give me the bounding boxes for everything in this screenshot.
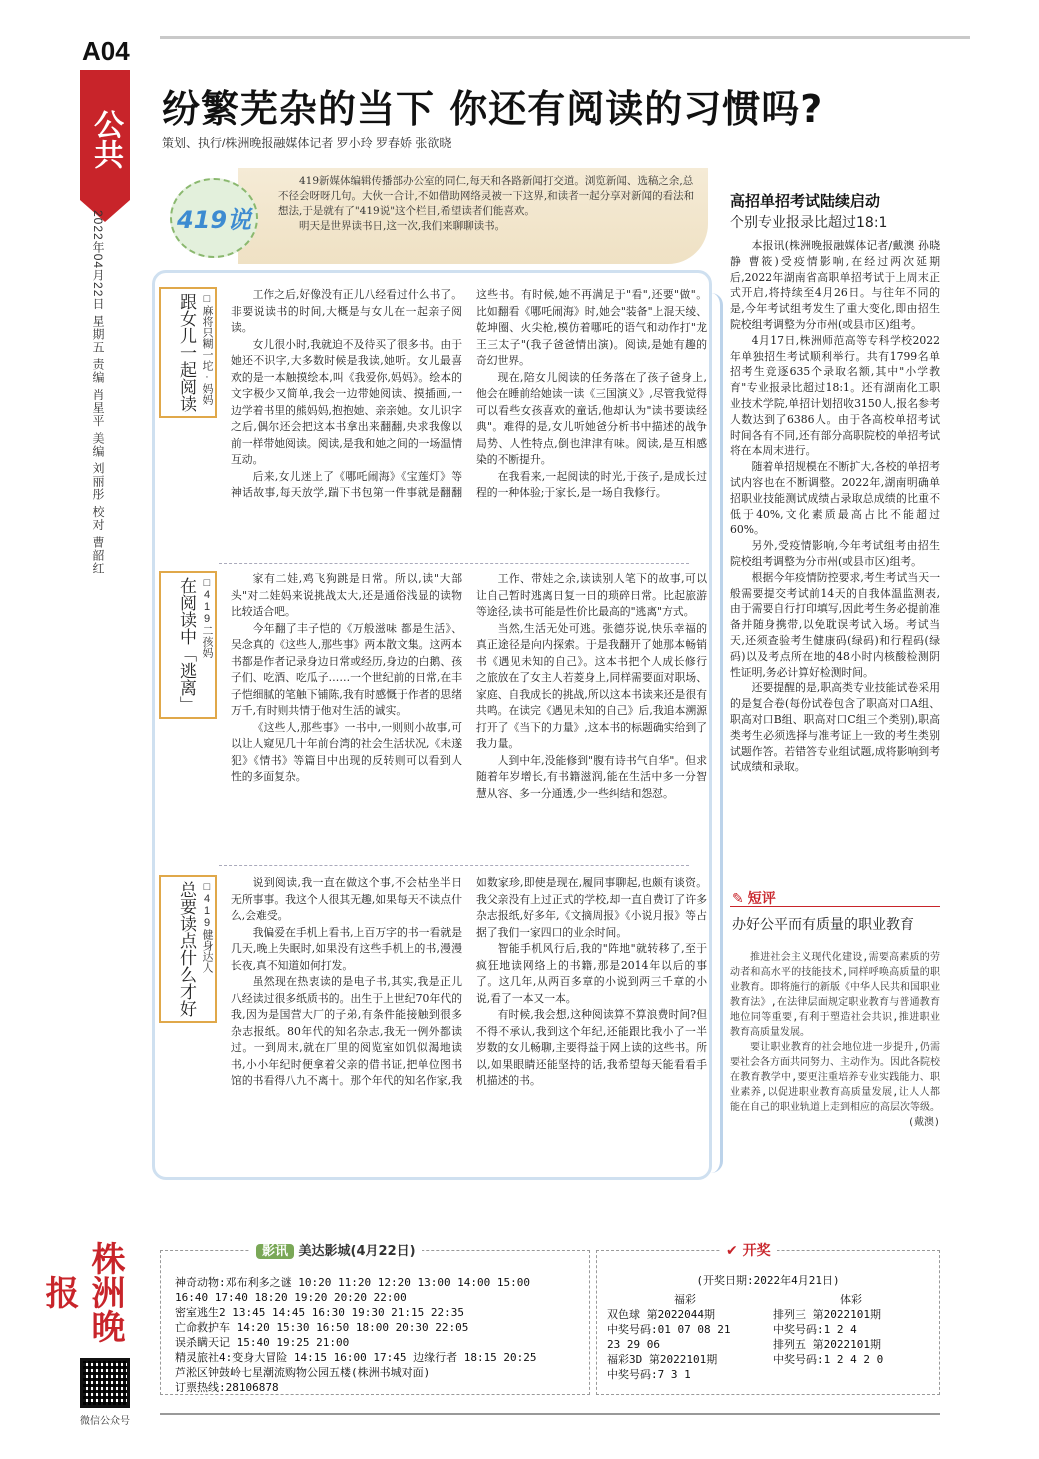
lottery-title: 开奖 xyxy=(742,1243,771,1259)
news-paragraph: 4月17日,株洲师范高等专科学校2022年单独招生考试顺利举行。共有1799名单招考生竞逐635个录取名额,其中"小学教育"专业报录比超过18:1。还有湖南化工职业技术学院,单招计划招收3150人,报名参考人数达到了6386人。由于各高校单招考试时间各有不同,还有部分高职院校的单招考试将在本周末进行。 xyxy=(730,333,940,458)
intro-band xyxy=(238,168,708,264)
comment-rule xyxy=(730,906,940,907)
essay-body xyxy=(231,571,707,841)
essay-paragraph: 家有二娃,鸡飞狗跳是日常。所以,读"大部头"对二娃妈来说挑战太大,还是通俗浅显的读物比较适合吧。 xyxy=(231,572,462,618)
lottery-box xyxy=(596,1250,940,1395)
cinema-title: 美达影城(4月22日) xyxy=(298,1244,416,1259)
lottery-line: 中奖号码:7 3 1 xyxy=(607,1368,691,1381)
intro-paragraph: 明天是世界读书日,这一次,我们来聊聊读书。 xyxy=(299,220,506,232)
news-subtitle: 个别专业报录比超过18:1 xyxy=(730,215,888,231)
bottom-rule xyxy=(160,1413,940,1415)
essay-title-box xyxy=(159,571,217,719)
cinema-line: 芦淞区钟鼓岭七星潮流购物公园五楼(株洲书城对面) xyxy=(175,1366,431,1379)
cinema-line: 误杀瞒天记 15:40 19:25 21:00 xyxy=(175,1336,350,1349)
essay-body xyxy=(231,875,707,1160)
news-paragraph: 还要提醒的是,职高类专业技能试卷采用的是复合卷(每份试卷包含了职高对口A组、职高对口B组、职高对口C组三个类别),职高类考生必须选择与准考证上一致的考生类别试题作答。若错答专业组试题,成将影响到考试成绩和录取。 xyxy=(730,681,940,774)
lottery-header xyxy=(720,1240,777,1260)
comment-signature: (戴澳) xyxy=(907,1117,940,1128)
lottery-line: 中奖号码:01 07 08 21 xyxy=(607,1323,731,1336)
news-paragraph: 另外,受疫情影响,今年考试组考由招生院校组考调整为分市州(或县市区)组考。 xyxy=(730,539,940,568)
cinema-line: 订票热线:28106878 xyxy=(175,1381,279,1394)
essay-section xyxy=(165,875,705,1165)
essay-author: □419健身达人 xyxy=(201,881,213,973)
lottery-col-head: 体彩 xyxy=(840,1293,862,1306)
news-paragraph: 本报讯(株洲晚报融媒体记者/戴澳 孙晓静 曹筱)受疫情影响,在经过两次延期后,2022年湖南省高职单招考试于上周末正式开启,将持续至4月26日。与往年不同的是,今年考试组考发生了重大变化,即由招生院校组考调整为分市州(或县市区)组考。 xyxy=(730,239,940,331)
column-badge: 419说 xyxy=(170,178,258,258)
newspaper-logo: 株洲晚报 xyxy=(39,1241,125,1343)
cinema-line: 16:40 17:40 18:20 19:20 20:20 22:00 xyxy=(175,1291,407,1304)
lottery-col xyxy=(607,1307,763,1382)
essay-title-box xyxy=(159,875,217,1023)
essay-title: 总要读点什么才好 xyxy=(176,881,196,1017)
lottery-line: 23 29 06 xyxy=(607,1338,660,1351)
essay-paragraph: 女儿很小时,我就迫不及待买了很多书。由于她还不识字,大多数时候是我读,她听。女儿最喜欢的是一本触摸绘本,叫《我爱你,妈妈》。绘本的文字极少又简单,我会一边带她阅读、摸插画,一边学着书里的熊妈妈,抱抱她、亲亲她。女儿识字之后,偶尔还会把这本书拿出来翻翻,央求我像以前一样带她阅读。阅读,是我和她之间的一场温情互动。 xyxy=(231,337,462,466)
comment-paragraph: 推进社会主义现代化建设,需要高素质的劳动者和高水平的技能技术,同样呼唤高质量的职业教育。即将施行的新版《中华人民共和国职业教育法》,在法律层面规定职业教育与普通教育地位同等重要,有利于塑造社会共识,推进职业教育高质量发展。 xyxy=(730,952,940,1038)
lottery-line: 福彩3D 第2022101期 xyxy=(607,1353,718,1366)
comment-body xyxy=(730,950,940,1200)
essay-section xyxy=(165,571,705,851)
essay-paragraph: 工作之后,好像没有正儿八经看过什么书了。非要说读书的时间,大概是与女儿在一起亲子阅读。 xyxy=(231,288,462,334)
essay-paragraph: 虽然现在热衷读的是电子书,其实,我是正儿八经读过很多纸质书的。出生于上世纪70年代的我,因为是国营大厂的子弟,有条件能接触到很多杂志报纸。80年代的知名杂志,我无一例外都读过。一到周末,就在厂里的阅览室如饥似渴地读书,小小年纪时便拿着父亲的借书证,把单位图书馆的书看得八九不离十。那个年代的知名作家,我如数家珍,即使是现在,履同事聊起,也颇有谈资。我父亲没有上过正式的学校,却一直自费订了许多杂志报纸,好多年,《文摘周报》《小说月报》等占据了我们一家四口的业余时间。 xyxy=(231,876,707,1087)
essay-title: 在阅读中「逃离」 xyxy=(176,577,196,713)
essay-paragraph: 智能手机风行后,我的"阵地"就转移了,至于疯狂地读网络上的书籍,那是2014年以后的事了。这几年,从两百多章的小说到两三千章的小说,看了一本又一本。 xyxy=(476,942,707,1005)
check-icon: ✔ xyxy=(726,1243,738,1259)
cinema-line: 密室逃生2 13:45 14:45 16:30 19:30 21:15 22:35 xyxy=(175,1306,465,1319)
essay-paragraph: 今年翻了丰子恺的《万般滋味 都是生活》、吴念真的《这些人,那些事》两本散文集。这两本书都是作者记录身边日常或经历,身边的白鹅、孩子们、吃酒、吃瓜子……一个世纪前的日常,在丰子恺细腻的笔触下铺陈,我有时感慨于作者的思绪万千,有时则共情于他对生活的诚实。 xyxy=(231,621,462,717)
section-divider xyxy=(219,563,689,564)
essay-section xyxy=(165,287,705,547)
essay-author: □麻将只糊一坨·妈妈 xyxy=(201,293,213,405)
essay-paragraph: 《这些人,那些事》一书中,一则则小故事,可以让人窥见几十年前台湾的社会生活状况,《未遂犯》《情书》等篇目中出现的反转则可以看到人性的多面复杂。 xyxy=(231,720,462,783)
essay-paragraph: 人到中年,没能修到"腹有诗书气自华"。但求随着年岁增长,有书籍滋润,能在生活中多一分智慧从容、多一分通透,少一些纠结和怨怼。 xyxy=(476,753,707,800)
essay-frame xyxy=(152,270,712,1180)
essay-paragraph: 后来,女儿迷上了《哪吒闹海》《宝莲灯》等神话故事,每天放学,踹下书包第一件事就是翻翻这些书。有时候,她不再满足于"看",还要"做"。比如翻看《哪吒闹海》时,她会"装备"上混天绫、乾坤圈、火尖枪,模仿着哪吒的语气和动作打"龙王三太子"(我子爸爸情出演)。阅读,是她有趣的奇幻世界。 xyxy=(231,288,707,499)
essay-body xyxy=(231,287,707,537)
news-paragraph: 随着单招规模在不断扩大,各校的单招考试内容也在不断调整。2022年,湖南明确单招职业技能测试成绩占录取总成绩的比重不低于40%,文化素质最高占比不能超过60%。 xyxy=(730,460,940,537)
news-body xyxy=(730,238,940,878)
news-title: 高招单招考试陆续启动 xyxy=(730,192,881,210)
essay-paragraph: 在我看来,一起阅读的时光,于孩子,是成长过程的一种体验;于家长,是一场自我修行。 xyxy=(476,469,707,499)
news-paragraph: 根据今年疫情防控要求,考生考试当天一般需要提交考试前14天的自我体温监测表,由于需要自行打印填写,因此考生务必提前准备并随身携带,以免耽误考试入场。考试当天,还须查验考生健康码(绿码)和行程码(绿码)以及考点所在地的48小时内核酸检测阴性证明,务必计算好检测时间。 xyxy=(730,570,940,679)
essay-paragraph: 有时候,我会想,这种阅读算不算浪费时间?但不得不承认,我到这个年纪,还能跟比我小了一半岁数的女儿畅聊,主要得益于网上读的这些书。所以,如果眼睛还能坚持的话,我希望每天能看看手机描述的书。 xyxy=(476,1008,707,1087)
intro-paragraph: 419新媒体编辑传播部办公室的同仁,每天和各路新闻打交道。浏览新闻、选稿之余,总不径会呀呀几句。大伙一合计,不如借助网络灵被一下这界,和读者一起分享对新闻的看法和想法,于是就有了"419说"这个栏目,希望读者们能喜欢。 xyxy=(278,175,695,217)
essay-title: 跟女儿一起阅读 xyxy=(176,293,196,412)
cinema-line: 精灵旅社4:变身大冒险 14:15 16:00 17:45 边缘行者 18:15 20:25 xyxy=(175,1351,537,1364)
essay-paragraph: 说到阅读,我一直在做这个事,不会枯坐半日无所事事。我这个人很其无趣,如果每天不读点什么,会难受。 xyxy=(231,876,462,922)
page-number: A04 xyxy=(82,36,130,66)
byline: 策划、执行/株洲晚报融媒体记者 罗小玲 罗春娇 张欲晓 xyxy=(162,136,452,150)
comment-paragraph: 要让职业教育的社会地位进一步提升,仍需要社会各方面共同努力、主动作为。因此各院校在教育教学中,要更注重培养专业实践能力、职业素养,以促进职业教育高质量发展,让人人都能在自己的职业轨道上走到相应的高层次等级。 xyxy=(730,1042,940,1113)
film-icon: 影讯 xyxy=(256,1244,294,1259)
cinema-header xyxy=(250,1240,422,1262)
lottery-grid xyxy=(607,1292,929,1382)
section-divider xyxy=(219,865,689,866)
lottery-col-head: 福彩 xyxy=(674,1293,696,1306)
lottery-line: 排列五 第2022101期 xyxy=(773,1338,881,1351)
essay-title-box xyxy=(159,287,217,418)
essay-paragraph: 我偏爱在手机上看书,上百万字的书一看就是几天,晚上失眠时,如果没有这些手机上的书,漫漫长夜,真不知道如何打发。 xyxy=(231,925,462,972)
cinema-line: 亡命救护车 14:20 15:30 16:50 18:00 20:30 22:05 xyxy=(175,1321,469,1334)
qr-code-icon[interactable] xyxy=(80,1358,130,1408)
essay-paragraph: 工作、带娃之余,读读别人笔下的故事,可以让自己暂时逃离日复一日的琐碎日常。比起旅游等途径,读书可能是性价比最高的"逃离"方式。 xyxy=(476,572,707,618)
lottery-line: 中奖号码:1 2 4 2 0 xyxy=(773,1353,884,1366)
lottery-line: 排列三 第2022101期 xyxy=(773,1308,881,1321)
lottery-line: 中奖号码:1 2 4 xyxy=(773,1323,857,1336)
comment-tag: ✎ 短评 xyxy=(732,888,776,908)
essay-paragraph: 现在,陪女儿阅读的任务落在了孩子爸身上,他会在睡前给她读一读《三国演义》,尽管我觉得可以看些女孩喜欢的童话,他却认为"读书要读经典"。难得的是,女儿听她爸分析书中描述的战争局势、人性特点,倒也津津有味。阅读,是互相感染的不断提升。 xyxy=(476,370,707,466)
cinema-line: 神奇动物:邓布利多之谜 10:20 11:20 12:20 13:00 14:00 15:00 xyxy=(175,1276,531,1289)
essay-author: □419二孩妈 xyxy=(201,577,213,658)
section-tag: 公共 xyxy=(80,70,130,200)
headline: 纷繁芜杂的当下 你还有阅读的习惯吗? xyxy=(162,87,824,131)
essay-paragraph: 当然,生活无处可逃。张德芬说,快乐幸福的真正途径是向内探索。于是我翻开了她那本畅销书《遇见未知的自己》。这本书把个人成长修行之旅放在了女主人若菱身上,同样需要面对职场、家庭、自我成长的挑战,所以这本书读来还是很有共鸣。在读完《遇见未知的自己》后,我追本溯源打开了《当下的力量》,这本书的标题确实给到了我力量。 xyxy=(476,621,707,750)
qr-caption: 微信公众号 xyxy=(80,1416,130,1427)
lottery-col xyxy=(773,1307,929,1382)
cinema-listing xyxy=(160,1250,590,1395)
lottery-date: (开奖日期:2022年4月21日) xyxy=(696,1274,840,1287)
top-rule xyxy=(160,36,970,39)
comment-title: 办好公平而有质量的职业教育 xyxy=(732,917,914,933)
lottery-line: 双色球 第2022044期 xyxy=(607,1308,715,1321)
edition-info: 2022年04月22日 星期五 责编 肖星平 美编 刘丽彤 校对 曹韶红 xyxy=(91,210,105,575)
